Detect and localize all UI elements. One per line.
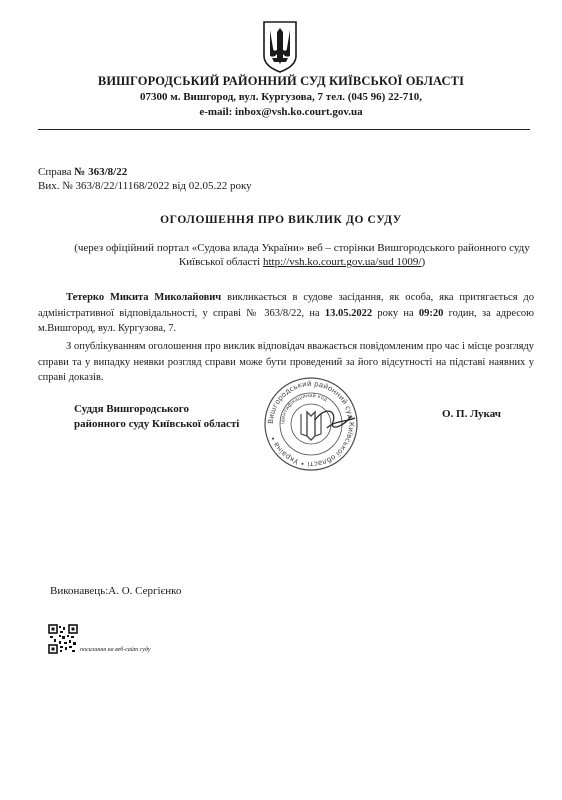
summons-text-1: викликається в судове засідання, як особа, яка притягається до адміністративної відповідальності, у справі № 363/8/22, на [38, 292, 534, 319]
case-number-line [38, 166, 127, 178]
judge-title-line-1: Суддя Вишгородського [74, 403, 189, 415]
person-name: Тетерко Микита Миколайович [66, 292, 222, 303]
court-address: 07300 м. Вишгород, вул. Кургузова, 7 тел. (045 96) 22-710, [139, 91, 423, 103]
outgoing-number: Вих. № 363/8/22/11168/2022 від 02.05.22 року [38, 180, 252, 192]
portal-note-text: (через офіційний портал «Судова влада України» веб – сторінки Вишгородського районного суду Київської області [74, 242, 530, 268]
executor-line: Виконавець:А. О. Сергієнко [50, 585, 182, 597]
court-website-link[interactable]: http://vsh.ko.court.gov.ua/sud 1009/ [262, 256, 422, 268]
court-seal-icon [263, 376, 359, 472]
judge-title [74, 402, 239, 432]
judge-title-line-2: районного суду Київської області [74, 418, 240, 430]
coat-of-arms-icon [262, 20, 298, 74]
qr-code-icon[interactable] [48, 624, 78, 654]
portal-note-close: ) [421, 256, 426, 268]
court-name: ВИШГОРОДСЬКИЙ РАЙОННИЙ СУД КИЇВСЬКОЇ ОБЛАСТІ [97, 74, 465, 88]
header-divider [38, 129, 530, 130]
judge-name: О. П. Лукач [442, 408, 501, 420]
notice-paragraph: З опублікуванням оголошення про виклик відповідач вважається повідомленим про час і місце розгляду справи та у випадку неявки розгляд справи може бути проведений за його відсутності на підставі наявних у справі доказів. [38, 341, 534, 383]
summons-paragraph [38, 290, 534, 337]
hearing-time: 09:20 [418, 307, 444, 319]
case-label: Справа [38, 166, 75, 178]
hearing-date: 13.05.2022 [324, 307, 373, 319]
portal-note [68, 241, 536, 269]
summons-text-3: годин, за адресою м.Вишгород, вул. Кургузова, 7. [38, 307, 535, 334]
document-title: ОГОЛОШЕННЯ ПРО ВИКЛИК ДО СУДУ [160, 214, 402, 226]
summons-text-2: року на [372, 307, 419, 319]
seal-inner-text: ідентифікаційний код [279, 392, 329, 425]
court-email: e-mail: inbox@vsh.ko.court.gov.ua [199, 106, 363, 118]
qr-caption: посилання на веб-сайт суду [80, 647, 151, 653]
case-number: № 363/8/22 [74, 166, 128, 178]
seal-outer-text: Вишгородський районний суд Київської області • Україна • [265, 378, 357, 470]
